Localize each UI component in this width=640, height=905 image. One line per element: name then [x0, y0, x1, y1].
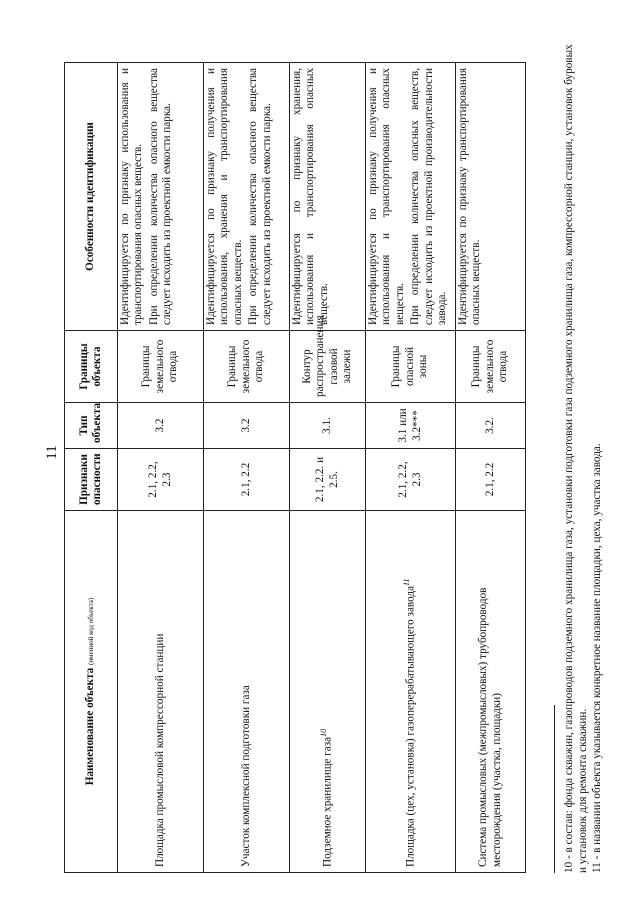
identification-features-cell: [290, 63, 366, 331]
table-header-row: [65, 63, 118, 873]
object-name-cell: [290, 511, 366, 873]
object-name: Площадка (цех, установка) газоперерабатывающего завода: [405, 585, 418, 867]
object-name: Подземное хранилище газа: [322, 736, 335, 867]
table-row: [456, 63, 526, 873]
feature-paragraph: При определении количества опасного вещества следует исходить из проектной емкости парка.: [247, 68, 273, 325]
header-type: Тип объекта: [65, 403, 118, 449]
header-name-code: (именной код объекта): [87, 597, 96, 666]
feature-paragraph: При определении количества опасных веществ, следует исходить из проектной производительности завода.: [409, 68, 449, 325]
feature-paragraph: Идентифицируется по признаку получения и использования, хранения и транспортирования опасных веществ.: [205, 68, 244, 325]
feature-paragraph: При определении количества опасного вещества следует исходить из проектной емкости парка.: [147, 68, 174, 325]
header-bounds: Границы объекта: [65, 331, 118, 403]
object-name-cell: [456, 511, 526, 873]
object-type-cell: 3.2: [118, 403, 204, 449]
feature-paragraph: Идентифицируется по признаку получения и использования и транспортирования опасных веществ.: [367, 68, 406, 325]
identification-features-cell: [118, 63, 204, 331]
object-name: Участок комплексной подготовки газа: [239, 685, 252, 867]
table-row: [366, 63, 456, 873]
footnote-11: 11 - в названии объекта указывается конкретное название площадки, цеха, участка завода.: [591, 443, 603, 873]
object-type-cell: 3.2.: [456, 403, 526, 449]
footnote-ref: 10: [319, 728, 329, 737]
hazard-signs-cell: 2.1, 2.2, 2.3: [118, 449, 204, 511]
identification-features-cell: [456, 63, 526, 331]
hazard-signs-cell: 2.1, 2.2: [204, 449, 290, 511]
identification-features-cell: [204, 63, 290, 331]
object-bounds-cell: Контур распространения газовой залежи: [290, 331, 366, 403]
header-name-label: Наименование объекта: [84, 667, 97, 786]
feature-paragraph: Идентифицируется по признаку использования и транспортирования опасных веществ.: [119, 68, 145, 325]
identification-features-cell: [366, 63, 456, 331]
header-signs: Признаки опасности: [65, 449, 118, 511]
object-bounds-cell: Границы земельного отвода: [456, 331, 526, 403]
table-row: [290, 63, 366, 873]
hazard-signs-cell: 2.1, 2.2: [456, 449, 526, 511]
object-name: Система промысловых (межпромысловых) трубопроводов месторождения (участка, площадки): [477, 587, 503, 867]
object-bounds-cell: Границы земельного отвода: [204, 331, 290, 403]
page-number: 11: [44, 445, 60, 460]
table-body: [118, 63, 526, 873]
object-name: Площадка промысловой компрессорной станции: [153, 633, 166, 867]
feature-paragraph: Идентифицируется по признаку транспортирования опасных веществ.: [457, 68, 483, 325]
object-type-cell: 3.2: [204, 403, 290, 449]
footnote-10: 10 - в состав: фонда скважин, газопроводов подземного хранилища газа, установки подготовки газа подземного хранилища газа, компрессорной станции, установок буровых и установок для ремонта скважин.: [563, 44, 589, 873]
object-type-cell: 3.1.: [290, 403, 366, 449]
table-row: [118, 63, 204, 873]
header-name: [65, 511, 118, 873]
hazard-signs-cell: 2.1, 2.2. и 2.5.: [290, 449, 366, 511]
header-features: Особенности идентификации: [65, 63, 118, 331]
object-name-cell: [118, 511, 204, 873]
identification-table: [64, 62, 526, 873]
footnote-ref: 11: [402, 578, 412, 586]
object-bounds-cell: Границы опасной зоны: [366, 331, 456, 403]
object-name-cell: [204, 511, 290, 873]
hazard-signs-cell: 2.1, 2.2, 2.3: [366, 449, 456, 511]
object-type-cell: 3.1 или 3.2***: [366, 403, 456, 449]
feature-paragraph: Идентифицируется по признаку хранения, использования и транспортирования опасных веществ.: [291, 68, 330, 325]
table-row: [204, 63, 290, 873]
object-name-cell: [366, 511, 456, 873]
footnote-divider: [554, 705, 555, 873]
footnotes: [562, 43, 604, 873]
object-bounds-cell: Границы земельного отвода: [118, 331, 204, 403]
